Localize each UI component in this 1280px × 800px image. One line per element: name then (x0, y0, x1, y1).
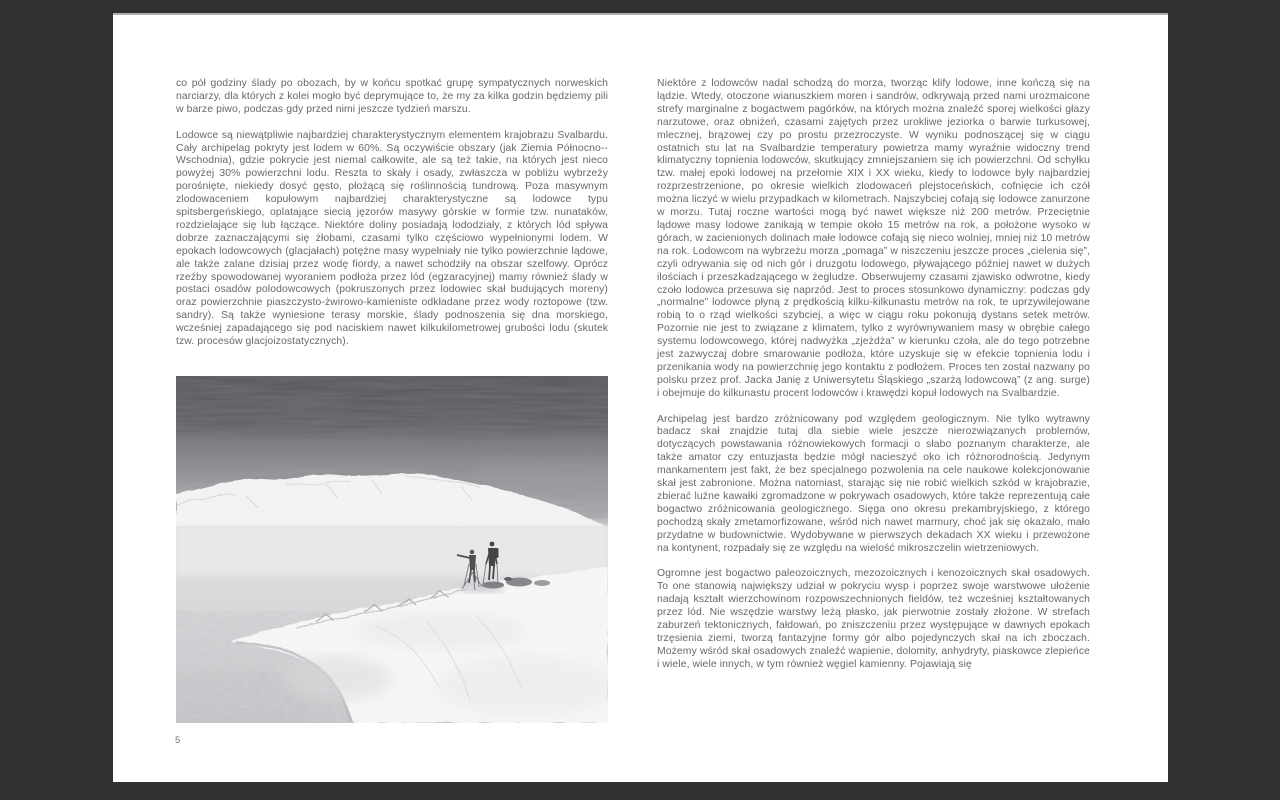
document-page (113, 15, 1168, 782)
page-top-edge (113, 13, 1168, 15)
left-text-column (176, 78, 608, 362)
paragraph: co pół godziny ślady po obozach, by w końcu spotkać grupę sympatycznych norweskich narciarzy, dla których z kolei mogło być deprymujące to, że my za kilka godzin będziemy pili w barze piwo, podczas gdy przed nimi jeszcze tydzień marszu. (176, 78, 608, 115)
paragraph: Ogromne jest bogactwo paleozoicznych, mezozoicznych i kenozoicznych skał osadowych. To one stanowią największy udział w pokryciu wysp i poprzez swoje warstwowe ułożenie nadają kształt wierzchowinom rozpowszechnionych fieldów, też wcześniej kształtowanych przez lód. Nie wszędzie warstwy leżą płasko, jak pierwotnie zostały złożone. W strefach zaburzeń tektonicznych, fałdowań, po zniszczeniu przez występujące w dawnych epokach trzęsienia ziemi, tworzą fantazyjne formy gór albo pojedynczych skał na ich zboczach. Możemy wśród skał osadowych znaleźć wapienie, dolomity, anhydryty, piaskowce zlepieńce i wiele, wiele innych, w tym również węgiel kamienny. Pojawiają się (657, 568, 1090, 670)
paragraph: Archipelag jest bardzo zróżnicowany pod względem geologicznym. Nie tylko wytrawny badacz skał znajdzie tutaj dla siebie wiele jeszcze nierozwiązanych problemów, dotyczących powstawania różnowiekowych formacji o słabo poznanym charakterze, ale także amator czy entuzjasta będzie mógł nacieszyć oko ich różnorodnością. Jedynym mankamentem jest fakt, że bez specjalnego pozwolenia na cele naukowe kolekcjonowanie skał jest zabronione. Można natomiast, starając się nie robić wielkich szkód w krajobrazie, zbierać luźne kawałki zgromadzone w pokrywach osadowych, które także reprezentują całe bogactwo zróżnicowania geologicznego. Sięga ono okresu prekambryjskiego, z którego pochodzą skały zmetamorfizowane, wśród nich nawet marmury, choć jak się okazało, mało przydatne w budownictwie. Wydobywane w pierwszych dekadach XX wieku i przewożone na kontynent, rozpadały się ze względu na wielość mikroszczelin wietrzeniowych. (657, 413, 1090, 554)
right-text-column (657, 78, 1090, 685)
page-number: 5 (175, 735, 181, 746)
paragraph: Niektóre z lodowców nadal schodzą do morza, tworząc klify lodowe, inne kończą się na lądzie. Wtedy, otoczone wianuszkiem moren i sandrów, odkrywają przed nami urozmaicone strefy marginalne z bogactwem pagórków, na których można znaleźć sporej wielkości głazy narzutowe, oraz obniżeń, czasami zajętych przez urokliwe jeziorka o barwie turkusowej, mlecznej, brązowej czy po prostu przezroczyste. W wyniku podnoszącej się w ciągu ostatnich stu lat na Svalbardzie temperatury powietrza mamy wyraźnie widoczny trend klimatyczny topnienia lodowców, skutkujący zmniejszaniem się ich powierzchni. Od schyłku tzw. małej epoki lodowej na przełomie XIX i XX wieku, kiedy to lodowce były najbardziej rozprzestrzenione, po okresie wielkich zlodowaceń plejstoceńskich, cofnięcie ich czół można liczyć w wielu przypadkach w kilometrach. Najszybciej cofają się lodowce zanurzone w morzu. Tutaj roczne wartości mogą być nawet większe niż 200 metrów. Przeciętnie lądowe masy lodowe zanikają w tempie około 15 metrów na rok, a położone wysoko w górach, w zacienionych dolinach małe lodowce cofają się nieco wolniej, mniej niż 10 metrów na rok. Lodowcom na wybrzeżu morza „pomaga” w niszczeniu jeszcze proces „cielenia się”, czyli odrywania się od nich gór i druzgotu lodowego, pływającego później nawet w dużych ilościach i przeszkadzającego w żegludze. Obserwujemy czasami zjawisko odwrotne, kiedy czoło lodowca przesuwa się naprzód. Jest to proces stosunkowo dynamiczny: podczas gdy „normalne” lodowce płyną z prędkością kilku-kilkunastu metrów na rok, te uprzywilejowane robią to o rząd wielkości szybciej, a więc w ciągu roku pokonują dystans setek metrów. Pozornie nie jest to związane z klimatem, tylko z wyrównywaniem masy w obrębie całego systemu lodowcowego, której nadwyżka „zjeżdża” w kierunku czoła, ale do tego potrzebne jest zazwyczaj dobre smarowanie podłoża, które uzyskuje się w efekcie topnienia lodu i przenikania wody na powierzchnię jego kontaktu z podłożem. Proces ten został nazwany po polsku przez prof. Jacka Janię z Uniwersytetu Śląskiego „szarżą lodowcową” (z ang. surge) i obejmuje do kilkunastu procent lodowców i krawędzi kopuł lodowych na Svalbardzie. (657, 78, 1090, 399)
paragraph: Lodowce są niewątpliwie najbardziej charakterystycznym elementem krajobrazu Svalbardu. Cały archipelag pokryty jest lodem w 60%. Są oczywiście obszary (jak Ziemia Północno--Wschodnia), gdzie pokrycie jest niemal całkowite, ale są też takie, na których jest nieco powyżej 30% powierzchni lodu. Reszta to skały i osady, zwłaszcza w pobliżu wybrzeży porośnięte, niekiedy dosyć gęsto, płożącą się roślinnością tundrową. Poza masywnym zlodowaceniem kopułowym najbardziej charakterystyczne są lodowce typu spitsbergeńskiego, oplatające siecią jęzorów masywy górskie w formie tzw. nunataków, rozdzielające się lub łączące. Niektóre doliny posiadają lododziały, z których lód spływa dobrze zaznaczającymi się żłobami, czasami tylko częściowo wypełnionymi lodem. W epokach lodowcowych (glacjałach) potężne masy wypełniały nie tylko powierzchnie lądowe, ale także zalane dzisiaj przez wodę fiordy, a nawet schodziły na obszar szelfowy. Oprócz rzeźby spowodowanej wyoraniem podłoża przez lód (egzaracyjnej) mamy również ślady w postaci osadów polodowcowych (pokruszonych przez lodowiec skał budujących moreny) oraz powierzchnie piaszczysto-żwirowo-kamieniste odkładane przez wody roztopowe (tzw. sandry). Są także wyniesione terasy morskie, ślady podnoszenia się dna morskiego, wcześniej zapadającego się pod naciskiem nawet kilkukilometrowej grubości lodu (skutek tzw. procesów glacjoizostatycznych). (176, 129, 608, 348)
glacier-sketch-figure (176, 376, 608, 723)
